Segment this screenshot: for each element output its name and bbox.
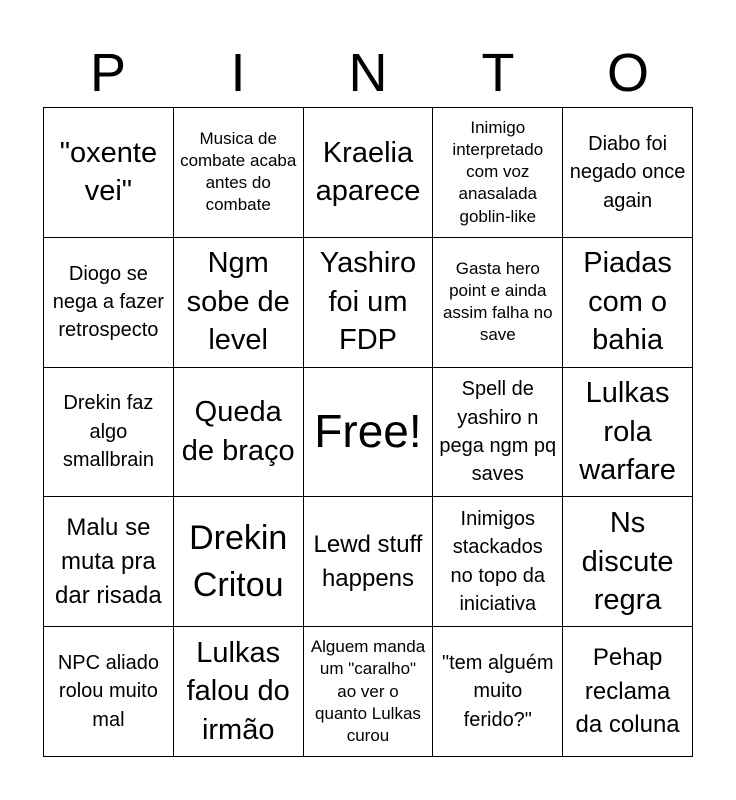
bingo-cell[interactable] — [44, 368, 174, 498]
cell-text: Inimigos stackados no topo da iniciativa — [450, 508, 546, 616]
free-space-cell[interactable] — [304, 368, 434, 498]
bingo-cell[interactable] — [563, 108, 693, 238]
bingo-cell[interactable] — [174, 368, 304, 498]
cell-text: "oxente vei" — [59, 136, 158, 208]
cell-text: Lulkas falou do irmão — [186, 636, 290, 746]
bingo-cell[interactable] — [433, 238, 563, 368]
cell-text: Alguem manda um "caralho" ao ver o quanto Lulkas curou — [310, 637, 426, 745]
cell-text: Drekin Critou — [189, 518, 288, 604]
cell-text: Queda de braço — [181, 396, 295, 467]
bingo-cell[interactable] — [433, 108, 563, 238]
bingo-cell[interactable] — [563, 497, 693, 627]
bingo-board — [43, 107, 693, 757]
bingo-cell[interactable] — [44, 108, 174, 238]
header-letter-p: P — [89, 43, 127, 103]
bingo-header — [43, 38, 693, 108]
header-letter-o: O — [606, 43, 649, 103]
free-space-text: Free! — [314, 405, 422, 458]
cell-text: Diabo foi negado once again — [569, 132, 686, 212]
bingo-cell[interactable] — [563, 368, 693, 498]
cell-text: Pehap reclama da coluna — [575, 644, 680, 739]
bingo-cell[interactable] — [433, 368, 563, 498]
header-letter-i: I — [230, 43, 246, 103]
bingo-cell[interactable] — [304, 497, 434, 627]
bingo-cell[interactable] — [44, 497, 174, 627]
cell-text: Spell de yashiro n pega ngm pq saves — [439, 378, 557, 486]
cell-text: Diogo se nega a fazer retrospecto — [52, 262, 164, 342]
cell-text: "tem alguém muito ferido?" — [441, 652, 554, 731]
cell-text: Drekin faz algo smallbrain — [62, 392, 154, 472]
bingo-cell[interactable] — [304, 238, 434, 368]
cell-text: Ns discute regra — [581, 506, 674, 617]
cell-text: Lulkas rola warfare — [579, 377, 676, 487]
cell-text: Gasta hero point e ainda assim falha no save — [442, 259, 553, 345]
bingo-cell[interactable] — [174, 108, 304, 238]
cell-text: Ngm sobe de level — [186, 247, 290, 357]
bingo-cell[interactable] — [44, 627, 174, 757]
cell-text: Yashiro foi um FDP — [319, 247, 417, 357]
cell-text: Kraelia aparece — [315, 136, 421, 208]
bingo-cell[interactable] — [174, 497, 304, 627]
cell-text: NPC aliado rolou muito mal — [57, 652, 159, 731]
bingo-cell[interactable] — [563, 627, 693, 757]
bingo-cell[interactable] — [44, 238, 174, 368]
cell-text: Musica de combate acaba antes do combate — [180, 129, 297, 215]
header-letter-t: T — [481, 43, 515, 103]
header-letter-n: N — [348, 43, 388, 103]
bingo-cell[interactable] — [174, 627, 304, 757]
cell-text: Piadas com o bahia — [583, 247, 672, 357]
cell-text: Malu se muta pra dar risada — [55, 514, 162, 609]
bingo-cell[interactable] — [304, 108, 434, 238]
cell-text: Inimigo interpretado com voz anasalada goblin-like — [452, 118, 544, 226]
cell-text: Lewd stuff happens — [313, 531, 423, 592]
bingo-cell[interactable] — [563, 238, 693, 368]
bingo-cell[interactable] — [304, 627, 434, 757]
bingo-cell[interactable] — [433, 497, 563, 627]
bingo-cell[interactable] — [433, 627, 563, 757]
bingo-cell[interactable] — [174, 238, 304, 368]
